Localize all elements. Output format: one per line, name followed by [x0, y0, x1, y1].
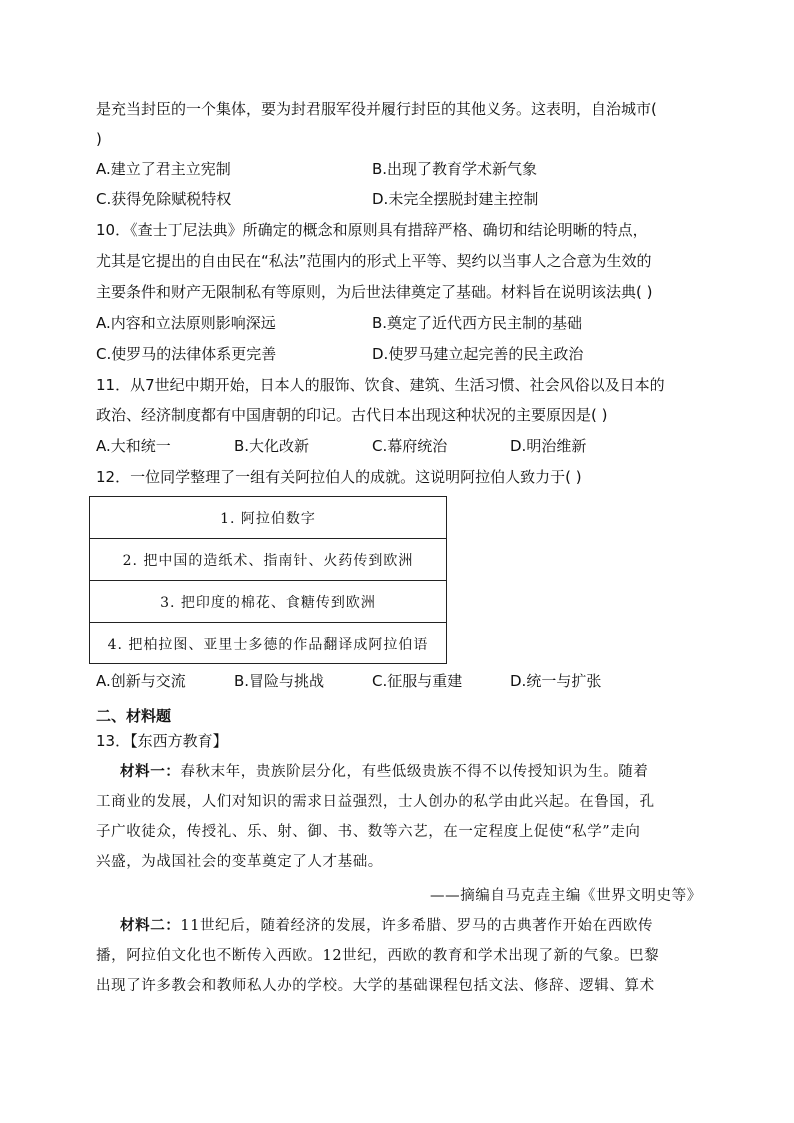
material-2-text: 11世纪后，随着经济的发展，许多希腊、罗马的古典著作开始在西欧传 [180, 918, 654, 934]
table-row: 1. 阿拉伯数字 [90, 497, 446, 539]
q10-option-a: A.内容和立法原则影响深远 [96, 314, 276, 332]
q12-option-a: A.创新与交流 [96, 672, 186, 690]
material-2-label: 材料二： [120, 917, 181, 934]
material-1-source: ——摘编自马克垚主编《世界文明史等》 [430, 888, 702, 904]
material-1-line4: 兴盛，为战国社会的变革奠定了人才基础。 [96, 854, 383, 870]
q11-stem-line1: 11．从7世纪中期开始，日本人的服饰、饮食、建筑、生活习惯、社会风俗以及日本的 [96, 376, 665, 394]
q10-stem-line1: 10．《查士丁尼法典》所确定的概念和原则具有措辞严格、确切和结论明晰的特点， [96, 221, 648, 239]
q9-option-a: A.建立了君主立宪制 [96, 160, 231, 178]
q9-stem-line2: ) [96, 130, 102, 148]
material-2-line3: 出现了许多教会和教师私人办的学校。大学的基础课程包括文法、修辞、逻辑、算术 [96, 978, 655, 994]
table-row: 2. 把中国的造纸术、指南针、火药传到欧洲 [90, 539, 446, 581]
q10-stem-line2: 尤其是它提出的自由民在“私法”范围内的形式上平等、契约以当事人之合意为生效的 [96, 252, 652, 270]
q11-stem-line2: 政治、经济制度都有中国唐朝的印记。古代日本出现这种状况的主要原因是( ) [96, 406, 608, 424]
material-1-line2: 工商业的发展，人们对知识的需求日益强烈，士人创办的私学由此兴起。在鲁国，孔 [96, 794, 655, 810]
q11-option-d: D.明治维新 [510, 437, 587, 455]
section-heading: 二、材料题 [96, 707, 172, 725]
table-row: 4. 把柏拉图、亚里士多德的作品翻译成阿拉伯语 [107, 637, 429, 653]
table-row: 3. 把印度的棉花、食糖传到欧洲 [90, 581, 446, 623]
q10-option-d: D.使罗马建立起完善的民主政治 [372, 345, 584, 363]
q10-stem-line3: 主要条件和财产无限制私有等原则，为后世法律奠定了基础。材料旨在说明该法典( ) [96, 283, 653, 301]
material-1-text: 春秋末年，贵族阶层分化，有些低级贵族不得不以传授知识为生。随着 [180, 764, 649, 780]
q12-stem: 12．一位同学整理了一组有关阿拉伯人的成就。这说明阿拉伯人致力于( ) [96, 468, 582, 486]
material-2-line2: 播，阿拉伯文化也不断传入西欧。12世纪，西欧的教育和学术出现了新的气象。巴黎 [96, 948, 660, 964]
q11-option-c: C.幕府统治 [372, 437, 448, 455]
material-1-line1 [120, 757, 649, 787]
q9-option-d: D.未完全摆脱封建主控制 [372, 190, 539, 208]
q9-option-c: C.获得免除赋税特权 [96, 190, 232, 208]
q13-title: 13．【东西方教育】 [96, 732, 228, 750]
q11-option-b: B.大化改新 [234, 437, 310, 455]
material-1-label: 材料一： [120, 763, 181, 780]
q11-option-a: A.大和统一 [96, 437, 171, 455]
q9-option-b: B.出现了教育学术新气象 [372, 160, 538, 178]
material-2-line1 [120, 911, 653, 941]
q12-option-b: B.冒险与挑战 [234, 672, 325, 690]
material-1-line3: 子广收徒众，传授礼、乐、射、御、书、数等六艺，在一定程度上促使“私学”走向 [96, 824, 641, 840]
q10-option-b: B.奠定了近代西方民主制的基础 [372, 314, 583, 332]
q12-option-c: C.征服与重建 [372, 672, 463, 690]
q12-achievements-table [89, 496, 447, 664]
q12-option-d: D.统一与扩张 [510, 672, 602, 690]
q10-option-c: C.使罗马的法律体系更完善 [96, 345, 277, 363]
q9-stem-line1: 是充当封臣的一个集体，要为封君服军役并履行封臣的其他义务。这表明，自治城市( [96, 100, 657, 118]
